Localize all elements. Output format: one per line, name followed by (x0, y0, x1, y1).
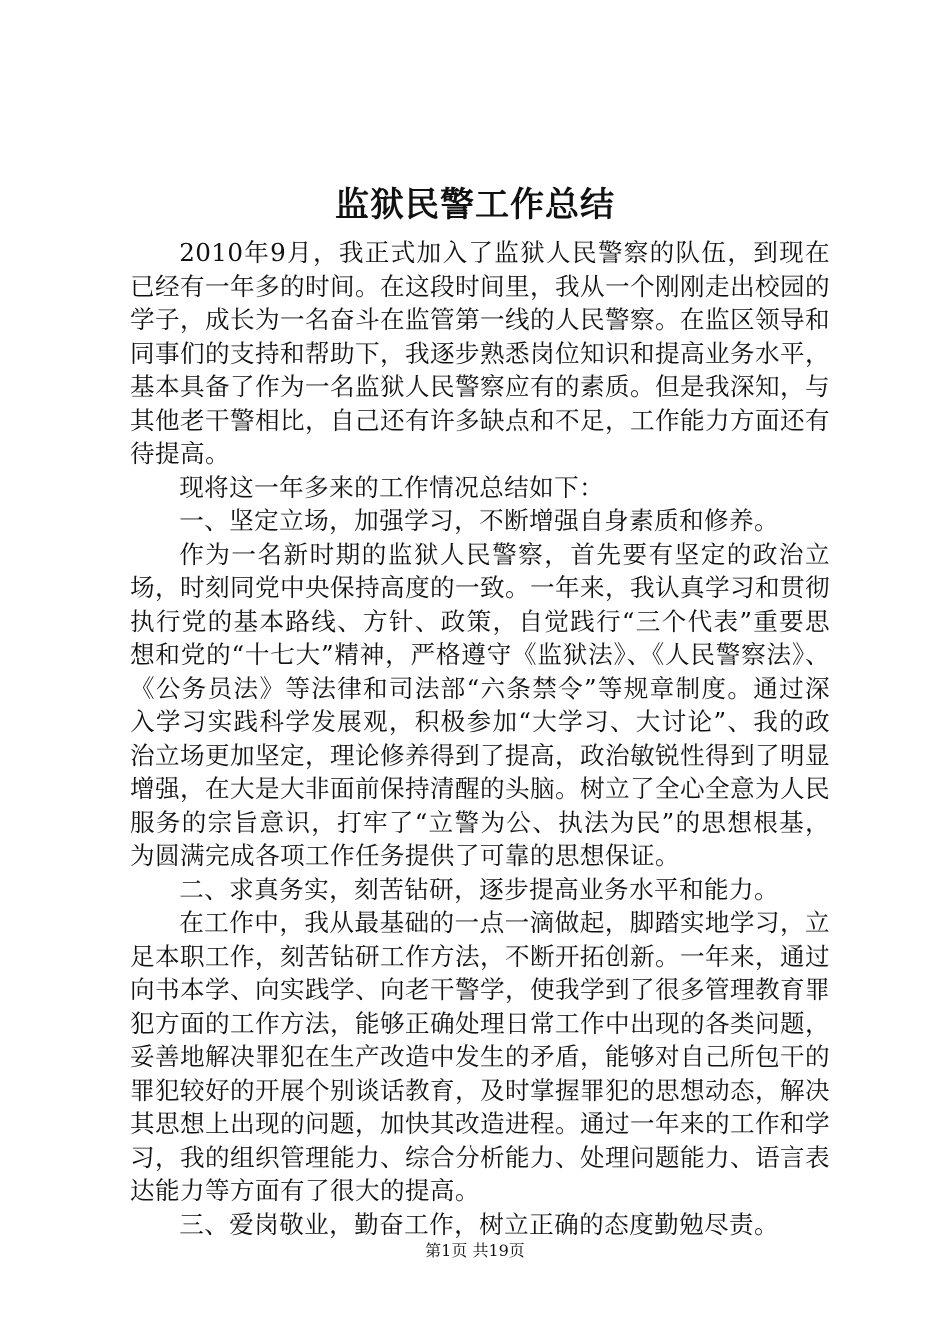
section-heading-1: 一、坚定立场，加强学习，不断增强自身素质和修养。 (179, 506, 780, 535)
page-number-footer: 第1页 共19页 (425, 1241, 525, 1260)
paragraph-section-2: 在工作中，我从最基础的一点一滴做起，脚踏实地学习，立足本职工作，刻苦钻研工作方法，不断开拓创新。一年来，通过向书本学、向实践学、向老干警学，使我学到了很多管理教育罪犯方面的工作方法，能够正确处理日常工作中出现的各类问题，妥善地解决罪犯在生产改造中发生的矛盾，能够对自己所包干的罪犯较好的开展个别谈话教育，及时掌握罪犯的思想动态，解决其思想上出现的问题，加快其改造进程。通过一年来的工作和学习，我的组织管理能力、综合分析能力、处理问题能力、语言表达能力等方面有了很大的提高。 (130, 908, 830, 1205)
paragraph-summary-lead: 现将这一年多来的工作情况总结如下： (179, 472, 605, 502)
section-heading-2: 二、求真务实，刻苦钻研，逐步提高业务水平和能力。 (179, 874, 780, 904)
document-body (130, 236, 830, 1241)
document-title: 监狱民警工作总结 (335, 185, 615, 225)
paragraph-intro: 2010年9月，我正式加入了监狱人民警察的队伍，到现在已经有一年多的时间。在这段时间里，我从一个刚刚走出校园的学子，成长为一名奋斗在监管第一线的人民警察。在监区领导和同事们的支持和帮助下，我逐步熟悉岗位知识和提高业务水平，基本具备了作为一名监狱人民警察应有的素质。但是我深知，与其他老干警相比，自己还有许多缺点和不足，工作能力方面还有待提高。 (130, 238, 830, 468)
section-heading-3: 三、爱岗敬业，勤奋工作，树立正确的态度勤勉尽责。 (179, 1209, 780, 1239)
paragraph-section-1: 作为一名新时期的监狱人民警察，首先要有坚定的政治立场，时刻同党中央保持高度的一致。一年来，我认真学习和贯彻执行党的基本路线、方针、政策，自觉践行“三个代表”重要思想和党的“十七大”精神，严格遵守《监狱法》、《人民警察法》、《公务员法》等法律和司法部“六条禁令”等规章制度。通过深入学习实践科学发展观，积极参加“大学习、大讨论”、我的政治立场更加坚定，理论修养得到了提高，政治敏锐性得到了明显增强，在大是大非面前保持清醒的头脑。树立了全心全意为人民服务的宗旨意识，打牢了“立警为公、执法为民”的思想根基，为圆满完成各项工作任务提供了可靠的思想保证。 (130, 539, 830, 870)
